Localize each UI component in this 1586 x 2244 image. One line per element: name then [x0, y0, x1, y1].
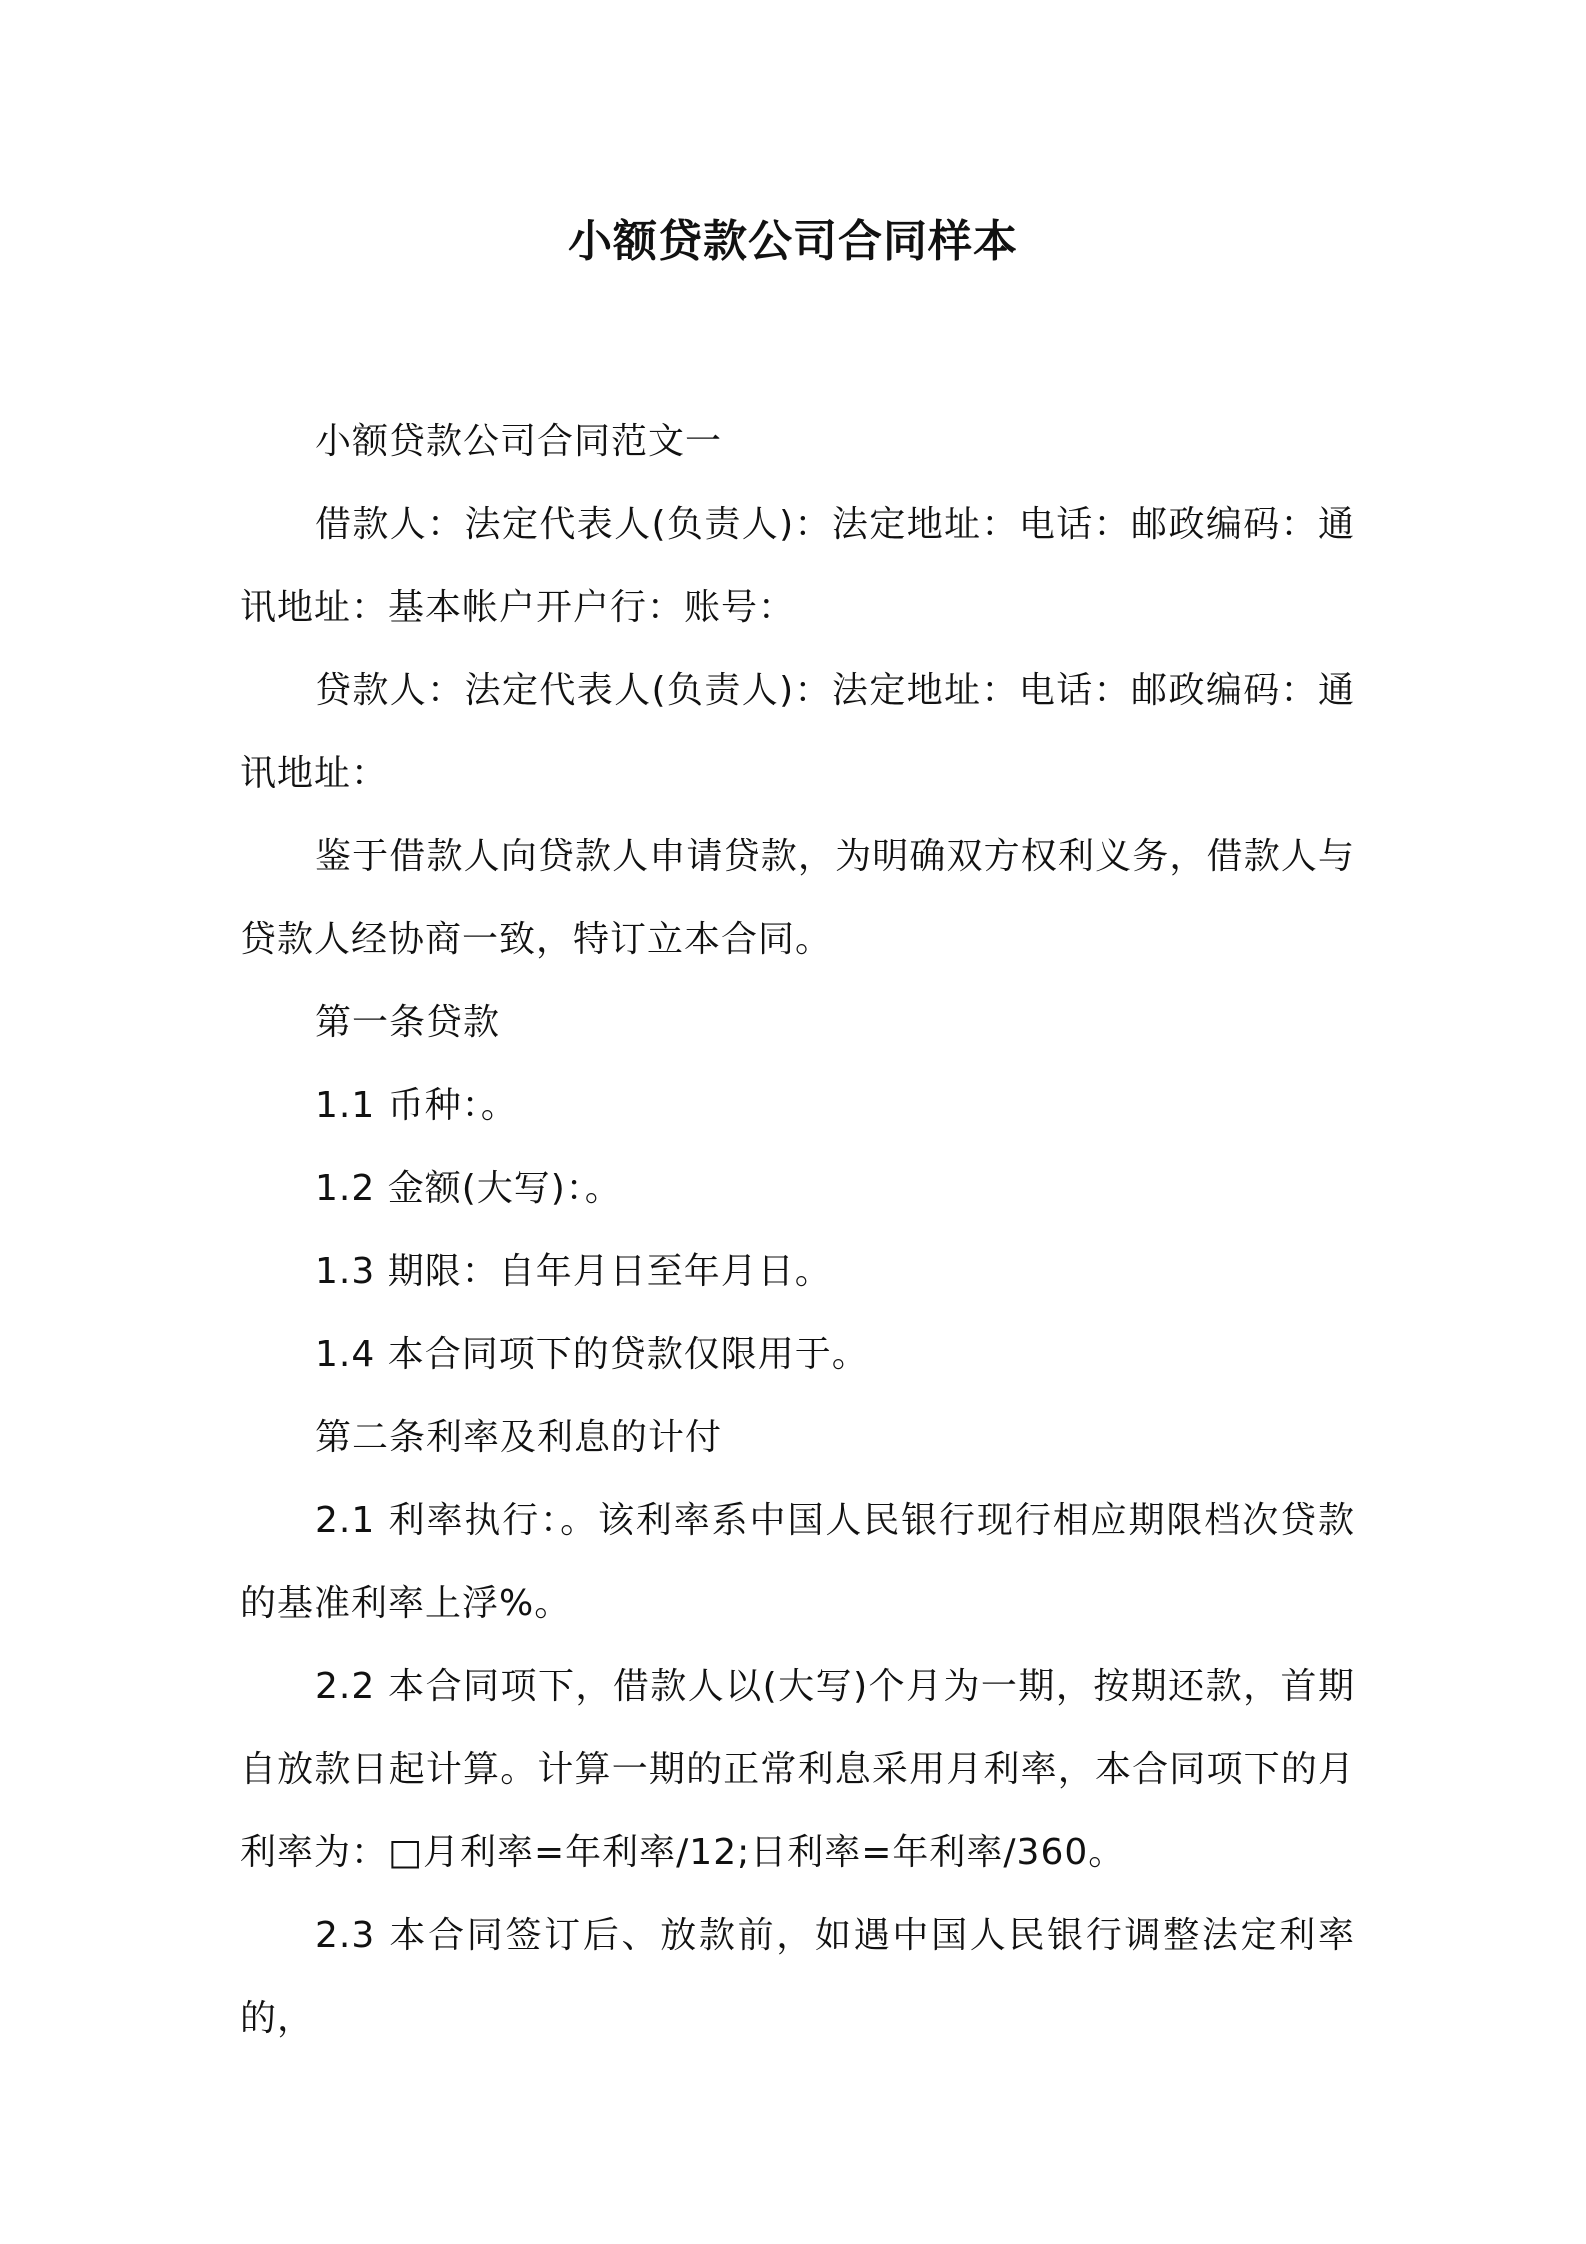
paragraph-lender-info: 贷款人：法定代表人(负责人)：法定地址：电话：邮政编码：通讯地址： — [240, 670, 1355, 794]
document-body — [240, 400, 1355, 2060]
clause-2-1-rate: 2.1 利率执行：。该利率系中国人民银行现行相应期限档次贷款的基准利率上浮%。 — [240, 1500, 1355, 1624]
document-title: 小额贷款公司合同样本 — [568, 216, 1018, 267]
section-heading-interest: 第二条利率及利息的计付 — [315, 1417, 723, 1458]
paragraph-heading-sample-one: 小额贷款公司合同范文一 — [315, 421, 723, 462]
clause-1-1-currency: 1.1 币种：。 — [315, 1085, 518, 1126]
clause-1-3-term: 1.3 期限：自年月日至年月日。 — [315, 1251, 832, 1292]
clause-2-2-repayment: 2.2 本合同项下，借款人以(大写)个月为一期，按期还款，首期自放款日起计算。计算一期的正常利息采用月利率，本合同项下的月利率为：□月利率=年利率/12;日利率=年利率/360。 — [240, 1666, 1355, 1873]
section-heading-loan: 第一条贷款 — [315, 1002, 501, 1043]
clause-1-2-amount: 1.2 金额(大写)：。 — [315, 1168, 622, 1209]
clause-2-3-rate-adjustment: 2.3 本合同签订后、放款前，如遇中国人民银行调整法定利率的， — [240, 1915, 1355, 2039]
paragraph-preamble: 鉴于借款人向贷款人申请贷款，为明确双方权利义务，借款人与贷款人经协商一致，特订立本合同。 — [240, 836, 1355, 960]
paragraph-borrower-info: 借款人：法定代表人(负责人)：法定地址：电话：邮政编码：通讯地址：基本帐户开户行：账号： — [240, 504, 1355, 628]
clause-1-4-purpose: 1.4 本合同项下的贷款仅限用于。 — [315, 1334, 869, 1375]
